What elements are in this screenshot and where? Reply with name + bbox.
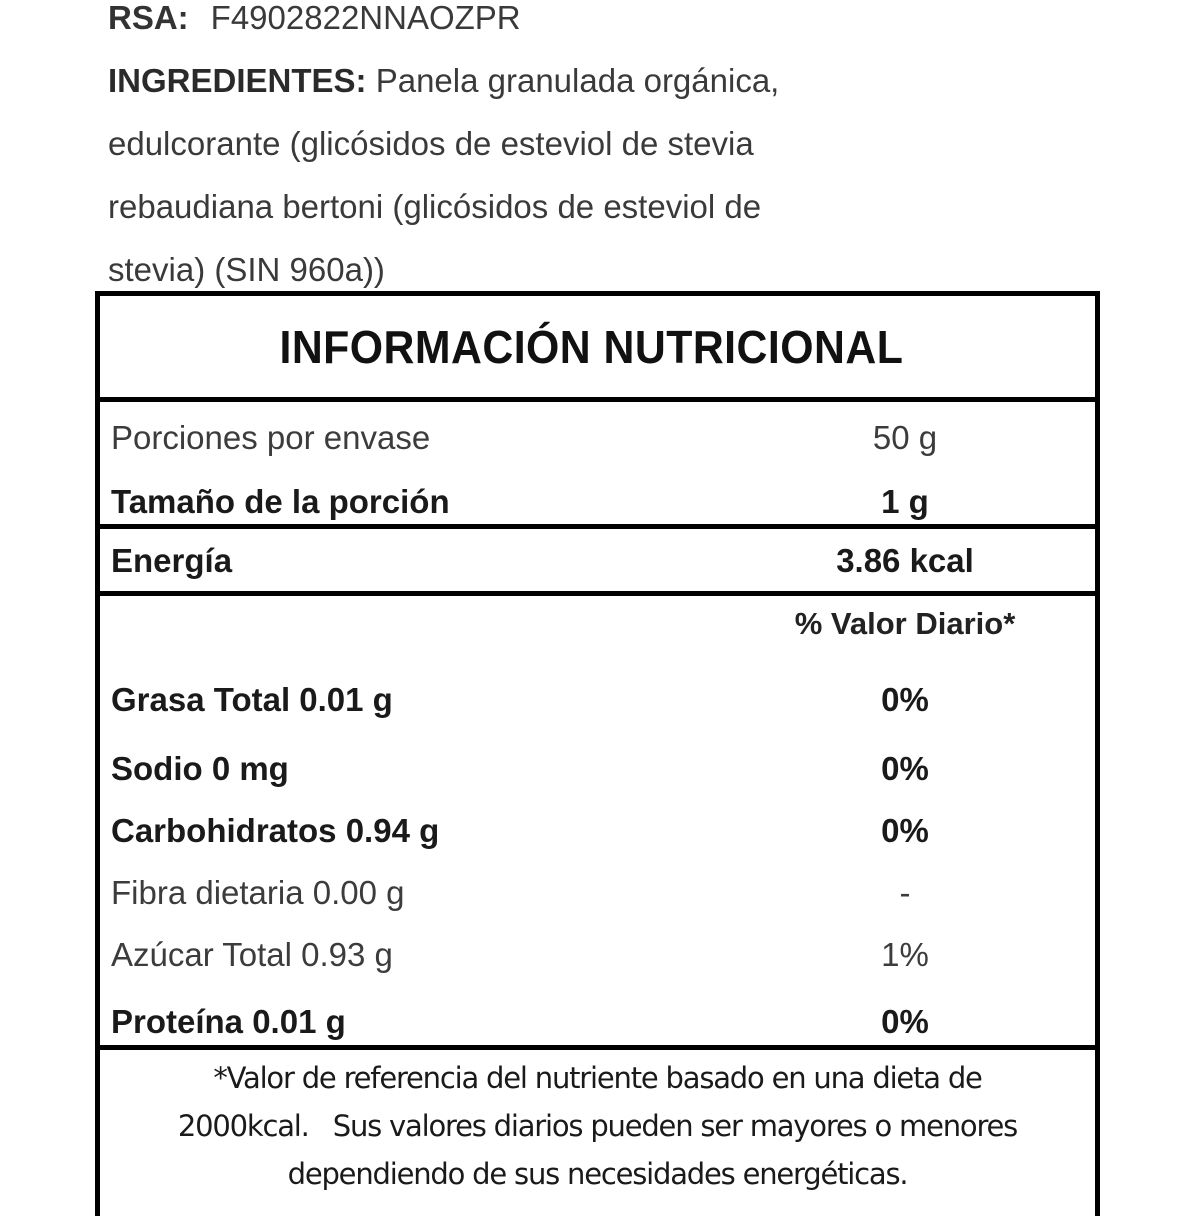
ingredients-line-1 (108, 49, 1008, 112)
nutrient-row-total-fat (100, 670, 1095, 730)
nutrient-row-carbohydrates (100, 801, 1095, 861)
rsa-value: F4902822NNAOZPR (210, 0, 521, 36)
servings-per-container-value: 50 g (872, 419, 938, 456)
nutrient-label: Azúcar Total 0.93 g (111, 936, 393, 973)
nutrient-label: Carbohidratos 0.94 g (111, 812, 440, 849)
nutrient-label: Proteína 0.01 g (111, 1003, 346, 1040)
nutrients-section (100, 596, 1095, 1050)
serving-size-value: 1 g (881, 483, 929, 520)
ingredients-text: Panela granulada orgánica, (375, 62, 780, 99)
nutrient-row-protein (100, 992, 1095, 1052)
rsa-label: RSA: (108, 0, 189, 36)
nutrient-dv: 1% (881, 936, 929, 973)
panel-title: INFORMACIÓN NUTRICIONAL (279, 320, 904, 373)
nutrient-row-dietary-fiber (100, 863, 1095, 923)
servings-per-container-label: Porciones por envase (111, 419, 431, 456)
nutrient-label: Fibra dietaria 0.00 g (111, 874, 405, 911)
nutrient-label: Grasa Total 0.01 g (111, 681, 393, 718)
nutrient-label: Sodio 0 mg (111, 750, 289, 787)
footnote-line-2: 2000kcal. Sus valores diarios pueden ser mayores o menores (177, 1109, 1018, 1143)
energy-row (100, 531, 1095, 591)
ingredients-line-3: rebaudiana bertoni (glicósidos de esteviol de (108, 188, 762, 225)
energy-value: 3.86 kcal (836, 542, 974, 579)
nutrient-dv: 0% (881, 1003, 929, 1040)
energy-label: Energía (111, 542, 233, 579)
nutrient-row-total-sugar (100, 925, 1095, 985)
ingredients-line-2: edulcorante (glicósidos de esteviol de stevia (108, 125, 754, 162)
nutrient-dv: 0% (881, 750, 929, 787)
serving-section (100, 402, 1095, 529)
serving-size-row (100, 472, 1095, 532)
nutrient-dv: 0% (881, 812, 929, 849)
rsa-line (108, 0, 1008, 49)
ingredients-block (108, 49, 1008, 301)
nutrient-dv: - (899, 874, 911, 911)
nutrition-facts-panel (95, 291, 1100, 1216)
ingredients-line-4: stevia) (SIN 960a)) (108, 251, 385, 288)
daily-value-header: % Valor Diario* (794, 606, 1016, 641)
ingredients-label: INGREDIENTES: (108, 62, 367, 99)
footnote (100, 1050, 1095, 1214)
nutrient-dv: 0% (881, 681, 929, 718)
nutrient-row-sodium (100, 739, 1095, 799)
footnote-line-1: *Valor de referencia del nutriente basado en una dieta de (213, 1061, 982, 1095)
energy-section (100, 529, 1095, 596)
serving-size-label: Tamaño de la porción (111, 483, 450, 520)
servings-per-container-row (100, 408, 1095, 468)
product-header (108, 0, 1008, 301)
panel-title-row (100, 296, 1095, 402)
footnote-line-3: dependiendo de sus necesidades energéticas. (287, 1157, 908, 1191)
